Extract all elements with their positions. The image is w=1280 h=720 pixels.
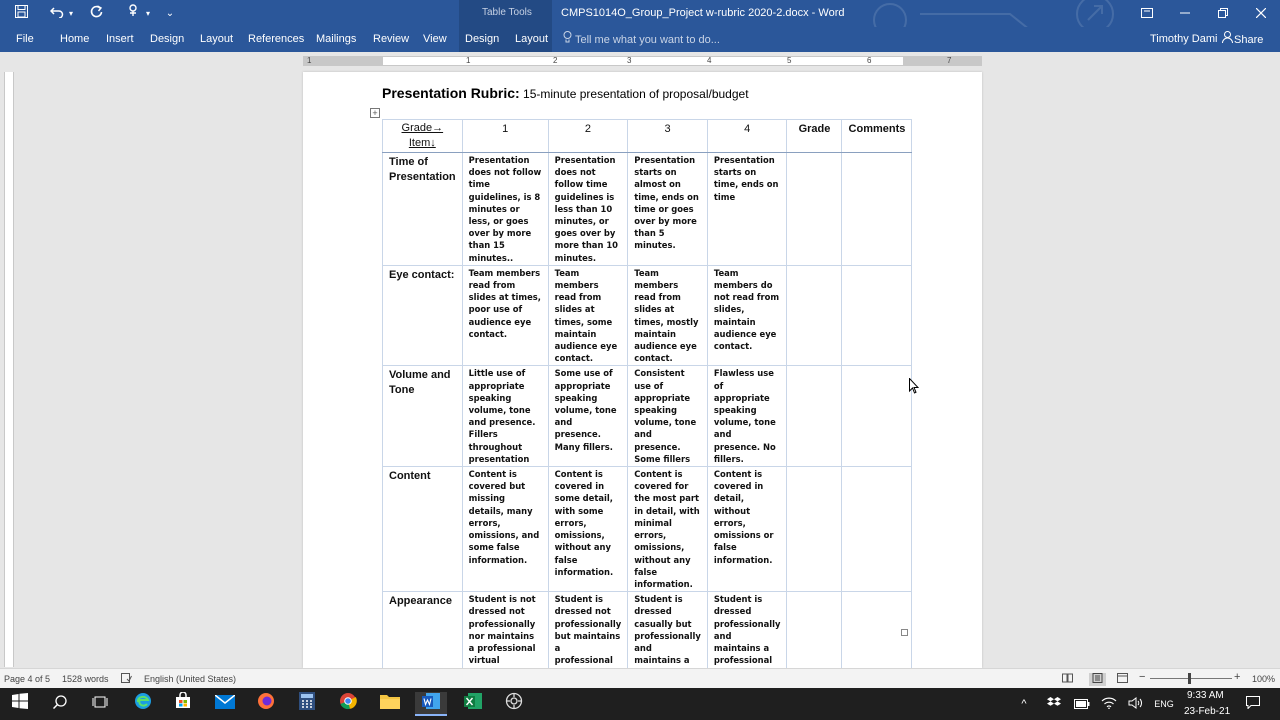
excel-icon[interactable] bbox=[457, 692, 489, 716]
document-heading bbox=[382, 85, 749, 101]
table-cell[interactable]: Consistent use of appropriate speaking volume, tone and presence. Some fillers bbox=[628, 366, 708, 467]
table-cell[interactable]: Student is not dressed not professionally nor maintains a professional virtual bbox=[462, 592, 548, 705]
input-language[interactable]: ENG bbox=[1154, 699, 1174, 709]
word-count[interactable]: 1528 words bbox=[62, 674, 109, 684]
user-account-name[interactable]: Timothy Dami bbox=[1150, 33, 1218, 45]
file-explorer-icon[interactable] bbox=[374, 692, 406, 716]
grade-cell[interactable] bbox=[787, 153, 842, 266]
clock-time[interactable]: 9:33 AM bbox=[1187, 690, 1224, 701]
heading-bold: Presentation Rubric: bbox=[382, 85, 520, 101]
ribbon-tab-row bbox=[0, 27, 1280, 52]
firefox-icon[interactable] bbox=[250, 692, 282, 716]
header-grade[interactable]: Grade bbox=[787, 120, 842, 153]
save-icon[interactable] bbox=[9, 4, 33, 23]
chrome-icon[interactable] bbox=[332, 692, 364, 716]
table-cell[interactable]: Team members do not read from slides, maintain audience eye contact. bbox=[707, 265, 787, 366]
tell-me-search[interactable] bbox=[563, 31, 720, 48]
mail-icon[interactable] bbox=[209, 692, 241, 716]
undo-dropdown-icon[interactable]: ▾ bbox=[68, 9, 73, 18]
table-cell[interactable]: Flawless use of appropriate speaking volume, tone and presence. No fillers. bbox=[707, 366, 787, 467]
tab-mailings[interactable]: Mailings bbox=[316, 33, 357, 45]
zoom-level[interactable]: 100% bbox=[1252, 674, 1276, 684]
table-header-row bbox=[383, 120, 912, 153]
header-col-2[interactable]: 2 bbox=[548, 120, 628, 153]
tab-table-design[interactable]: Design bbox=[465, 33, 500, 45]
ruler-number: 5 bbox=[787, 56, 792, 65]
wifi-icon[interactable] bbox=[1099, 692, 1119, 716]
zoom-slider-thumb[interactable] bbox=[1188, 673, 1191, 684]
restore-icon[interactable] bbox=[1204, 0, 1242, 27]
page-count[interactable]: Page 4 of 5 bbox=[4, 674, 51, 684]
grade-cell[interactable] bbox=[787, 366, 842, 467]
redo-icon[interactable] bbox=[84, 4, 108, 23]
language-indicator[interactable]: English (United States) bbox=[144, 674, 237, 684]
grade-cell[interactable] bbox=[787, 265, 842, 366]
ruler-left-margin bbox=[303, 57, 383, 65]
ruler-number: 7 bbox=[947, 56, 952, 65]
battery-icon[interactable] bbox=[1072, 692, 1092, 716]
row-label-content[interactable]: Content bbox=[383, 467, 463, 592]
header-grade-item[interactable] bbox=[383, 120, 463, 153]
edge-icon[interactable] bbox=[127, 692, 159, 716]
action-center-icon[interactable] bbox=[1243, 692, 1263, 716]
table-cell[interactable]: Team members read from slides at times, mostly maintain audience eye contact. bbox=[628, 265, 708, 366]
comments-cell[interactable] bbox=[842, 467, 912, 592]
row-label-time[interactable]: Time of Presentation bbox=[383, 153, 463, 266]
row-label-appearance[interactable]: Appearance bbox=[383, 592, 463, 705]
volume-icon[interactable] bbox=[1126, 692, 1146, 716]
grade-cell[interactable] bbox=[787, 467, 842, 592]
start-icon[interactable] bbox=[4, 692, 36, 716]
tab-review[interactable]: Review bbox=[373, 33, 410, 45]
person-icon bbox=[1222, 31, 1234, 49]
header-col-1[interactable]: 1 bbox=[462, 120, 548, 153]
header-item-arrow: Item↓ bbox=[408, 137, 436, 149]
table-cell[interactable]: Team members read from slides at times, poor use of audience eye contact. bbox=[462, 265, 548, 366]
table-row bbox=[383, 265, 912, 366]
table-cell[interactable]: Little use of appropriate speaking volume, tone and presence. Fillers throughout presentation bbox=[462, 366, 548, 467]
ruler-number: 6 bbox=[867, 56, 872, 65]
title-bar bbox=[0, 0, 1280, 27]
header-col-3[interactable]: 3 bbox=[628, 120, 708, 153]
ruler-number: 4 bbox=[707, 56, 712, 65]
web-layout-icon[interactable] bbox=[1117, 673, 1128, 686]
table-row bbox=[383, 366, 912, 467]
document-page[interactable] bbox=[303, 72, 982, 668]
tab-design[interactable]: Design bbox=[150, 33, 185, 45]
table-row bbox=[383, 467, 912, 592]
header-grade-arrow: Grade→ bbox=[401, 122, 444, 134]
clock-date[interactable]: 23-Feb-21 bbox=[1184, 706, 1231, 717]
ruler-number: 1 bbox=[466, 56, 471, 65]
tab-insert[interactable]: Insert bbox=[106, 33, 134, 45]
zoom-in-icon[interactable]: + bbox=[1234, 671, 1241, 683]
table-cell[interactable]: Student is dressed not professionally but maintains a professional bbox=[548, 592, 628, 705]
customize-toolbar-icon[interactable]: ⌄ bbox=[165, 8, 175, 19]
tab-file[interactable]: File bbox=[16, 33, 34, 45]
search-icon[interactable] bbox=[44, 692, 76, 716]
zoom-out-icon[interactable]: − bbox=[1139, 671, 1146, 683]
header-comments[interactable]: Comments bbox=[842, 120, 912, 153]
task-view-icon[interactable] bbox=[84, 692, 116, 716]
header-col-4[interactable]: 4 bbox=[707, 120, 787, 153]
read-mode-icon[interactable] bbox=[1062, 673, 1073, 686]
rubric-table[interactable] bbox=[382, 119, 912, 705]
table-resize-handle[interactable] bbox=[901, 629, 908, 636]
proofing-icon[interactable] bbox=[121, 673, 132, 686]
dropbox-icon[interactable] bbox=[1044, 692, 1064, 716]
print-layout-icon[interactable] bbox=[1089, 673, 1106, 686]
table-cell[interactable]: Student is dressed professionally and maintains a professional bbox=[707, 592, 787, 705]
close-icon[interactable] bbox=[1242, 0, 1280, 27]
comments-cell[interactable] bbox=[842, 265, 912, 366]
table-cell[interactable]: Content is covered but missing details, many errors, omissions, and some false information. bbox=[462, 467, 548, 592]
settings-app-icon[interactable] bbox=[498, 692, 530, 716]
heading-subtitle: 15-minute presentation of proposal/budget bbox=[519, 87, 749, 101]
comments-cell[interactable] bbox=[842, 153, 912, 266]
tab-view[interactable]: View bbox=[423, 33, 447, 45]
minimize-icon[interactable] bbox=[1166, 0, 1204, 27]
ruler-right-margin bbox=[903, 57, 982, 65]
calculator-icon[interactable] bbox=[291, 692, 323, 716]
table-cell[interactable]: Content is covered in some detail, with some errors, omissions, without any false information. bbox=[548, 467, 628, 592]
ruler-strip bbox=[303, 56, 982, 66]
tab-table-layout[interactable]: Layout bbox=[515, 33, 549, 45]
ruler-number: 2 bbox=[553, 56, 558, 65]
table-tools-label: Table Tools bbox=[482, 7, 532, 18]
table-cell[interactable]: Presentation starts on time, ends on time bbox=[707, 153, 787, 266]
show-hidden-icons-icon[interactable]: ^ bbox=[1021, 698, 1027, 710]
table-cell[interactable]: Presentation does not follow time guidelines, is 8 minutes or less, or goes over by more than 15 minutes.. bbox=[462, 153, 548, 266]
share-button[interactable] bbox=[1222, 31, 1263, 49]
table-cell[interactable]: Content is covered for the most part in detail, with minimal errors, omissions, without any false information. bbox=[628, 467, 708, 592]
table-cell[interactable]: Some use of appropriate speaking volume, tone and presence. Many fillers. bbox=[548, 366, 628, 467]
table-cell[interactable]: Presentation starts on almost on time, ends on time or goes over by more than 5 minutes. bbox=[628, 153, 708, 266]
table-cell[interactable]: Content is covered in detail, without errors, omissions or false information. bbox=[707, 467, 787, 592]
tab-home[interactable]: Home bbox=[60, 33, 90, 45]
row-label-volume-tone[interactable]: Volume and Tone bbox=[383, 366, 463, 467]
table-move-handle-icon[interactable]: + bbox=[370, 108, 380, 118]
table-cell[interactable]: Team members read from slides at times, some maintain audience eye contact. bbox=[548, 265, 628, 366]
share-label: Share bbox=[1234, 34, 1264, 46]
table-row bbox=[383, 153, 912, 266]
lightbulb-icon bbox=[563, 31, 573, 49]
table-cell[interactable]: Student is dressed casually but professionally and maintains a bbox=[628, 592, 708, 705]
tab-references[interactable]: References bbox=[248, 33, 305, 45]
touch-dropdown-icon[interactable]: ▾ bbox=[145, 9, 150, 18]
row-label-eye-contact[interactable]: Eye contact: bbox=[383, 265, 463, 366]
ruler-number: 3 bbox=[627, 56, 632, 65]
ruler-number: 1 bbox=[307, 56, 312, 65]
horizontal-ruler[interactable] bbox=[0, 52, 1280, 70]
vertical-ruler[interactable] bbox=[4, 72, 14, 667]
word-icon[interactable] bbox=[415, 692, 447, 716]
comments-cell[interactable] bbox=[842, 366, 912, 467]
store-icon[interactable] bbox=[167, 692, 199, 716]
tell-me-placeholder: Tell me what you want to do... bbox=[575, 34, 720, 46]
tab-layout[interactable]: Layout bbox=[200, 33, 234, 45]
ribbon-display-options-icon[interactable] bbox=[1128, 0, 1166, 27]
mouse-pointer-icon bbox=[909, 378, 919, 394]
zoom-slider[interactable] bbox=[1150, 678, 1232, 679]
table-cell[interactable]: Presentation does not follow time guidelines is less than 10 minutes, or goes over by more than 10 minutes. bbox=[548, 153, 628, 266]
document-title: CMPS1014O_Group_Project w-rubric 2020-2.docx - Word bbox=[561, 7, 845, 19]
windows-taskbar bbox=[0, 688, 1280, 720]
status-bar bbox=[0, 668, 1280, 688]
